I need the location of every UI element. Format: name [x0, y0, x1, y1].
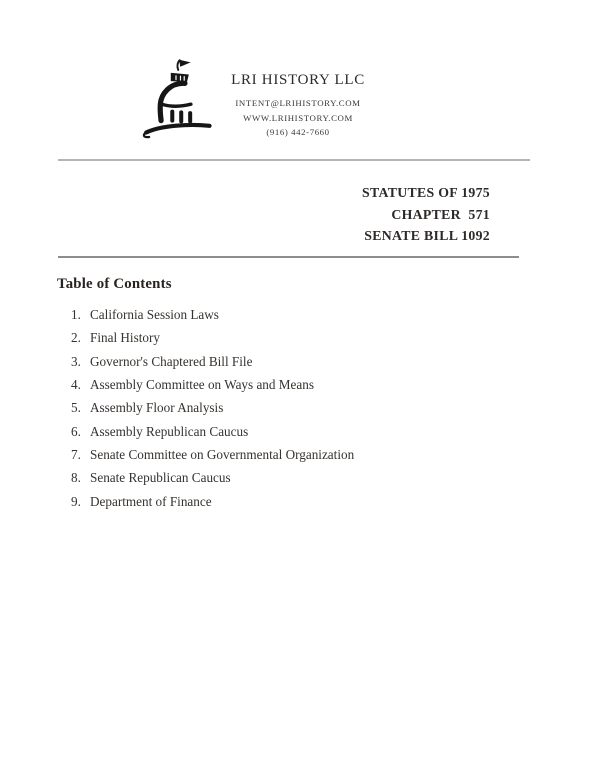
- toc-item-number: 4.: [71, 377, 81, 393]
- toc-item: [57, 307, 537, 330]
- toc-item-label: California Session Laws: [90, 307, 219, 322]
- toc-item-label: Governor's Chaptered Bill File: [90, 353, 253, 369]
- letterhead: [182, 72, 414, 140]
- toc-title: Table of Contents: [57, 276, 172, 292]
- toc-item-label: Senate Committee on Governmental Organization: [90, 447, 355, 463]
- statutes-year-line: STATUTES OF 1975: [362, 185, 490, 200]
- senate-bill-line: SENATE BILL 1092: [364, 228, 490, 244]
- toc-item: [57, 330, 537, 353]
- toc-list: [57, 307, 537, 517]
- toc-item-label: Senate Republican Caucus: [90, 470, 231, 486]
- toc-item-label: Assembly Republican Caucus: [90, 423, 249, 439]
- divider-top: [58, 159, 530, 161]
- toc-item-number: 8.: [71, 470, 81, 486]
- toc-item: [57, 447, 537, 470]
- toc-item-number: 5.: [71, 400, 81, 416]
- toc-item-number: 9.: [71, 493, 81, 509]
- toc-item-number: 2.: [71, 330, 81, 346]
- toc-item: [57, 400, 537, 423]
- company-phone: (916) 442-7660: [266, 127, 330, 138]
- toc-item-number: 3.: [71, 353, 81, 369]
- chapter-line: CHAPTER 571: [391, 206, 490, 222]
- toc-item-label: Department of Finance: [90, 493, 212, 509]
- statute-reference-block: [240, 182, 490, 247]
- toc-item-label: Final History: [90, 330, 160, 346]
- company-email: INTENT@LRIHISTORY.COM: [235, 98, 361, 108]
- company-website: WWW.LRIHISTORY.COM: [243, 112, 353, 123]
- toc-item: [57, 494, 537, 517]
- toc-item-number: 1.: [71, 307, 81, 322]
- toc-item-number: 6.: [71, 423, 81, 439]
- toc-item: [57, 377, 537, 400]
- divider-bottom: [58, 256, 519, 258]
- toc-item: [57, 354, 537, 377]
- toc-item: [57, 424, 537, 447]
- toc-item-number: 7.: [71, 447, 81, 463]
- toc-item-label: Assembly Floor Analysis: [90, 400, 224, 416]
- company-name: LRI HISTORY LLC: [231, 72, 365, 88]
- toc-item: [57, 470, 537, 493]
- toc-item-label: Assembly Committee on Ways and Means: [90, 377, 314, 393]
